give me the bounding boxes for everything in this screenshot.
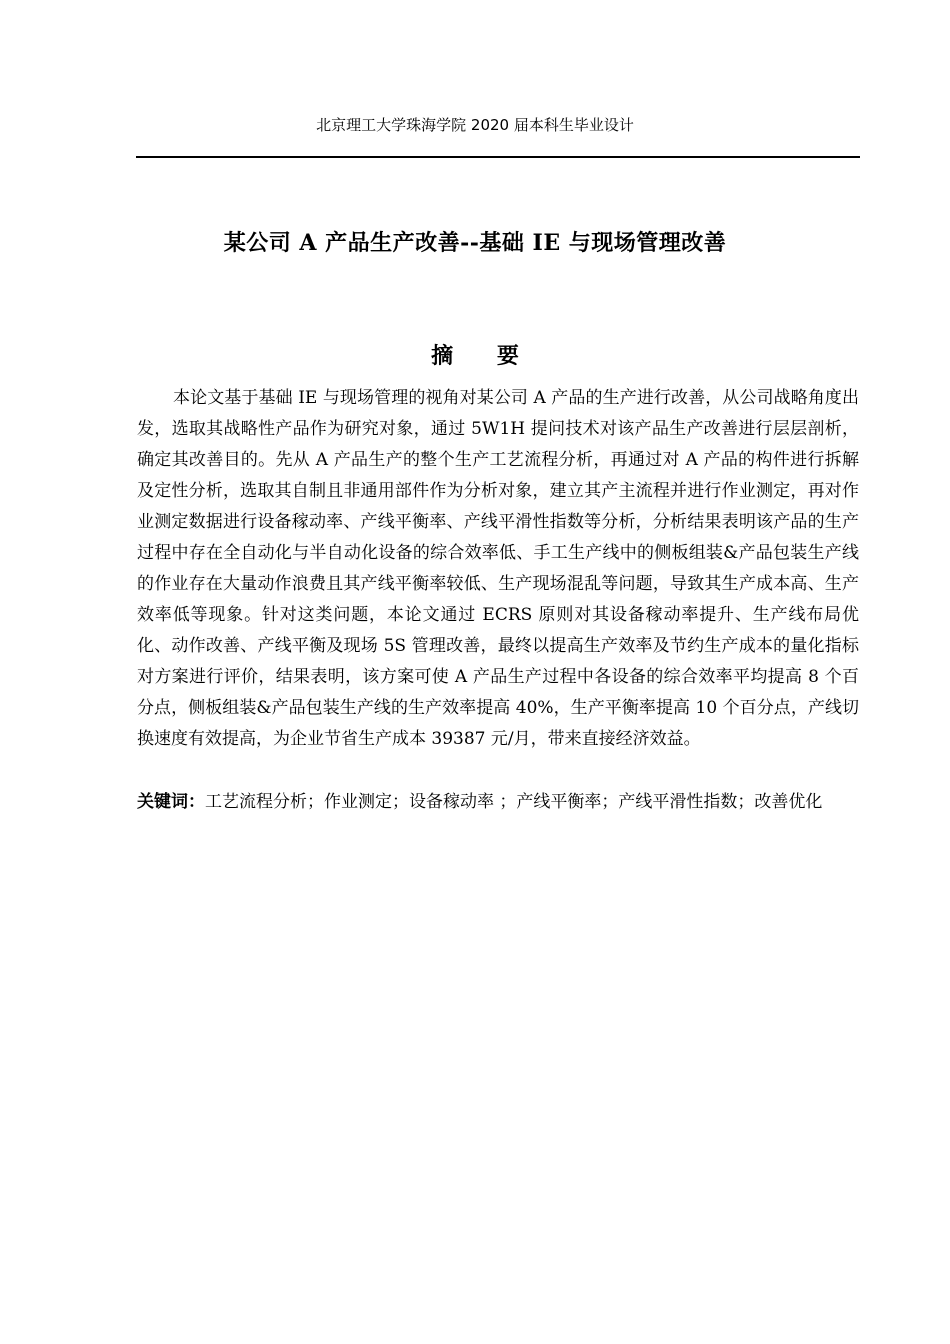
abstract-body: 本论文基于基础 IE 与现场管理的视角对某公司 A 产品的生产进行改善，从公司战略角度出发，选取其战略性产品作为研究对象，通过 5W1H 提问技术对该产品生产改善进行层层剖析，确定其改善目的。先从 A 产品生产的整个生产工艺流程分析，再通过对 A 产品的构件进行拆解及定性分析，选取其自制且非通用部件作为分析对象，建立其产主流程并进行作业测定，再对作业测定数据进行设备稼动率、产线平衡率、产线平滑性指数等分析，分析结果表明该产品的生产过程中存在全自动化与半自动化设备的综合效率低、手工生产线中的侧板组装&产品包装生产线的作业存在大量动作浪费且其产线平衡率较低、生产现场混乱等问题，导致其生产成本高、生产效率低等现象。针对这类问题，本论文通过 ECRS 原则对其设备稼动率提升、生产线布局优化、动作改善、产线平衡及现场 5S 管理改善，最终以提高生产效率及节约生产成本的量化指标对方案进行评价，结果表明，该方案可使 A 产品生产过程中各设备的综合效率平均提高 8 个百分点，侧板组装&产品包装生产线的生产效率提高 40%，生产平衡率提高 10 个百分点，产线切换速度有效提高，为企业节省生产成本 39387 元/月，带来直接经济效益。: [137, 388, 859, 749]
abstract-heading: 摘 要: [431, 343, 537, 369]
page-header: 北京理工大学珠海学院 2020 届本科生毕业设计: [316, 116, 634, 134]
keywords-paragraph: [137, 787, 859, 818]
keywords-text: 工艺流程分析；作业测定；设备稼动率 ；产线平衡率；产线平滑性指数；改善优化: [205, 792, 823, 812]
thesis-title: 某公司 A 产品生产改善--基础 IE 与现场管理改善: [223, 230, 727, 256]
header-divider: [136, 156, 860, 158]
keywords-label: 关键词：: [137, 792, 205, 812]
